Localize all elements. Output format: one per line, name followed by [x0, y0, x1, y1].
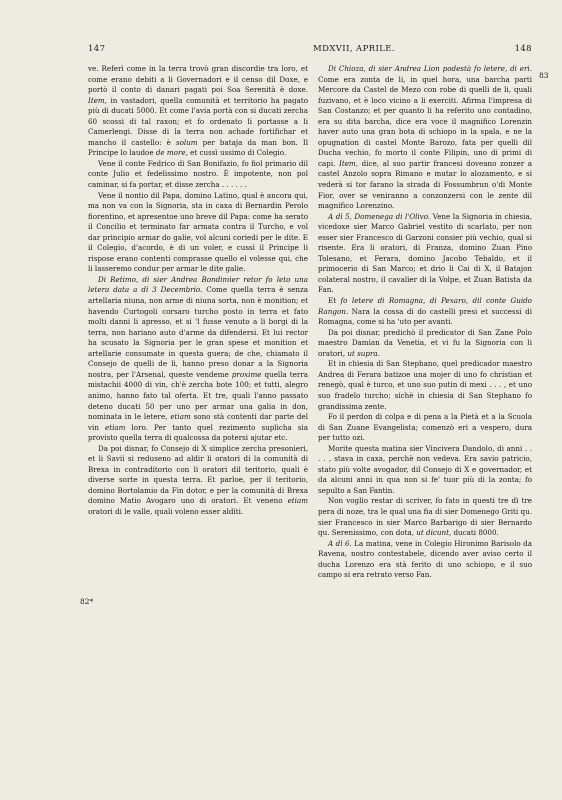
- text-run: oratori di le valle, quali voleno esser aldìti.: [88, 506, 244, 516]
- text-run: Come quella terra è senza artellaria niuna, non arme di niuna sorta, non è monition; et havendo Curtogoli corsaro turcho posto in terra et fato molti danni li apresso, et si 'l fusse venuto a li borgi di la terra, non hariano auto d'arme da difendersi. Et lui rector ha scusato la Signoria per le gran spese et monition et artellarie consumate in questa guera; de che, chiamato il Consejo de quelli de li, hanno preso donar a la Signoria nostra, per l'Arsenal, queste vendeme: [88, 285, 308, 379]
- left-column: [88, 64, 308, 518]
- paragraph: [318, 539, 532, 581]
- paragraph: [88, 159, 308, 191]
- text-run: in vastadori, quella comunità et territorio ha pagato più di ducati 5000. Et come l'avia portà con si ducati zercha 60 scossi di tal raxon; et fo ordenato li portasse a li Camerlengi. Disse di la terra non achade fortifichar et mancho il castello: è: [88, 95, 308, 147]
- italic-text: etiam: [105, 422, 126, 432]
- italic-text: A dì 5, Domenega di l'Olivo.: [328, 211, 431, 221]
- italic-text: Di Retimo, di sier Andrea Bondimier retor fo leto una letera data a dì 3 Decembrio.: [88, 274, 308, 295]
- text-run: Da poi disnar, fo Consejo di X simplice zercha presonieri, et li Savii si reduseno ad aldir li oratori di la comunità di Brexa in contraditorio con li oratori dil teritorio, quali è diverse sorte in questa terra. Et parloe, per il teritorio, domino Bortolamio da Fin dotor, e per la comunità di Brexa domino Matio Avogaro uno di oratori. Et veneno: [88, 443, 308, 506]
- italic-text: Item,: [339, 158, 358, 168]
- paragraph: [318, 212, 532, 296]
- running-title: MDXVII, APRILE.: [313, 44, 395, 54]
- italic-text: ut supra.: [347, 348, 380, 358]
- page-header: [88, 44, 532, 58]
- italic-text: Item,: [88, 95, 107, 105]
- paragraph: [88, 444, 308, 518]
- paragraph: [88, 191, 308, 275]
- italic-text: solum: [175, 137, 198, 147]
- paragraph: [318, 64, 532, 212]
- paragraph: [318, 412, 532, 444]
- margin-number-right: 83: [539, 71, 549, 80]
- text-run: sono stà contenti dar parte del vin: [88, 412, 308, 432]
- paragraph: [88, 64, 308, 159]
- text-run: Vene la Signoria in chiesia, vicedoxe sier Marco Gabriel vestito di scarlato, per non esser sier Francesco di Garzoni consier più vechio, qual si risente. Era li oratori, di Franza, domino Zuan Pino Tolesano, et Ferara, domino Jacobo Tebaldo, et il primocerio di San Marco; et drio li Cai di X, il Batajon colateral nostro, il cavalier di la Volpe, et Zuan Batista da Fan.: [318, 211, 532, 295]
- text-run: ve. Referì come in la terra trovò gran discordie tra loro, et come erano debiti a li Governadori e il censo dil Doxe, e portò il conto di danari pagati poi Soa Serenità è doxe.: [88, 64, 308, 95]
- text-run: Fo il perdon di colpa e di pena a la Pietà et a la Scuola di San Zuane Evangelista; comenzò eri a vespero, dura per tutto ozi.: [318, 412, 532, 443]
- italic-text: etiam: [170, 412, 191, 422]
- italic-text: Di Chioza, di sier Andrea Lion podestà fo letere, di eri.: [328, 64, 532, 73]
- text-run: loro. Per tanto quel rezimento suplicha sia provisto quella terra di qualcossa da potersi ajutar etc.: [88, 422, 309, 443]
- italic-text: etiam: [287, 496, 308, 506]
- text-run: quella terra mistachii 4000 di vin, ch'è zercha bote 100; et tutti, alegro animo, hanno fato tal oferta. Et tre, quali l'anno passato deteno ducati 50 per uno per armar una galia in don, nominata in le letere,: [88, 369, 308, 422]
- paragraph: [318, 328, 532, 360]
- page-number-left: 147: [88, 44, 106, 54]
- italic-text: fo letere di Romagna, di Pexaro, dil conte Guido Rangon.: [318, 296, 532, 316]
- text-run: et cussì ussimo di Colegio.: [187, 148, 287, 158]
- text-run: Come era zonta de li, in quel hora, una barcha parti Mercore da Castel de Mezo con robe di quelli de li, quali fuzivano, et è loco vicino a li exerciti. Afirma l'impresa di San Costanzo; et per quanto li ha referito uno contadino, era su dita barcha, dice era voce il magnifico Lorenzin haver auto una gran bota di schiopo in la spala, e ne la opugnation di castel Monte Barozo, fata per quelli dil Ducha vechio, fo morto il conte Filipin, uno di primi di capi.: [318, 74, 532, 168]
- margin-number-left: 82*: [80, 597, 94, 606]
- paragraph: [88, 275, 308, 444]
- italic-text: de more,: [155, 148, 188, 158]
- text-run: Nara la cossa di do castelli presi et successi di Romagna, come si ha 'uto per avanti.: [318, 306, 532, 327]
- paragraph: [318, 359, 532, 412]
- text-run: ducati 8000.: [451, 528, 499, 538]
- text-run: Vene il nontio dil Papa, domino Latino, qual è ancora qui, ma non va con la Signoria, sta in caxa di Bernardin Perolo fiorentino, et apresentoe uno breve dil Papa: come ha serato il Concilio et terminato far armata contra il Turcho, e vol dar principio armar do galie, vol alcuni coriedi per le dite. E il Colegio, d'acordo, è di un voler, e cussì il Principe li rispose erano contenti comprasse quello el volesse qui, che li lasseremo condur per armar le dite galie.: [88, 190, 308, 274]
- text-run: Morite questa matina sier Vincivera Dandolo, di anni . . . . , stava in caxa, perchè non vedeva. Era savio patricio, stato più volte avogador, dil Consejo di X e governador, et da alcuni anni in qua non si fe' tuor più di la zonta; fo sepulto a San Fantin.: [318, 443, 532, 495]
- italic-text: proxime: [231, 369, 262, 379]
- text-run: Non voglio restar di scriver, fo fato in questi tre dì tre pera di noze, tra le qual una fia di sier Domenego Griti qu. sier Francesco in sier Marco Barbarigo di sier Bernardo qu. Serenissimo, con dota,: [318, 496, 532, 538]
- paragraph: [318, 496, 532, 538]
- text-run: Vene il conte Fedrico di San Bonifazio, fo fiol primario dil conte Julio et fedelissimo nostro. È impotente, non pol caminar, si fa portar, et disse zercha . . . . . .: [88, 158, 308, 190]
- paragraph: [318, 296, 532, 328]
- italic-text: A dì 6.: [328, 538, 352, 548]
- paragraph: [318, 444, 532, 497]
- text-run: La matina, vene in Colegio Hironimo Barisolo da Ravena, nostro contestabele, dicendo aver aviso certo il ducha Lorenzo era stà ferito di uno schiopo, e il suo campo si era retrato verso Fan.: [318, 538, 532, 580]
- text-run: dice, al suo partir francesi doveano zonzer a castel Anzolo sopra Rimano e mutar lo alozamento, e si vederà si tor farano la strada di Fossumbrun o'di Monte Fior, over se veniranno a conzonzersi con le zente dil magnifico Lorenzino.: [318, 158, 532, 211]
- right-column: [318, 64, 532, 581]
- text-run: Et in chiesia di San Stephano, quel predicador maestro Andrea di Ferara batizoe una mojer di uno fo christian et renegò, qual è turco, et uno suo putin di mexi . . . , et uno suo fradelo turcho; sichè in chiesia di San Stephano fo grandissima zente.: [318, 359, 532, 411]
- text-run: Da poi disnar, predichò il predicator di San Zane Polo maestro Damian da Venetia, et vi fu la Signoria con li oratori,: [318, 327, 532, 358]
- text-run: Et: [328, 296, 341, 306]
- text-run: per bataja da man bon. Il Principe lo laudoe: [88, 137, 308, 158]
- page-number-right: 148: [514, 44, 532, 54]
- italic-text: ut dicunt,: [416, 528, 452, 538]
